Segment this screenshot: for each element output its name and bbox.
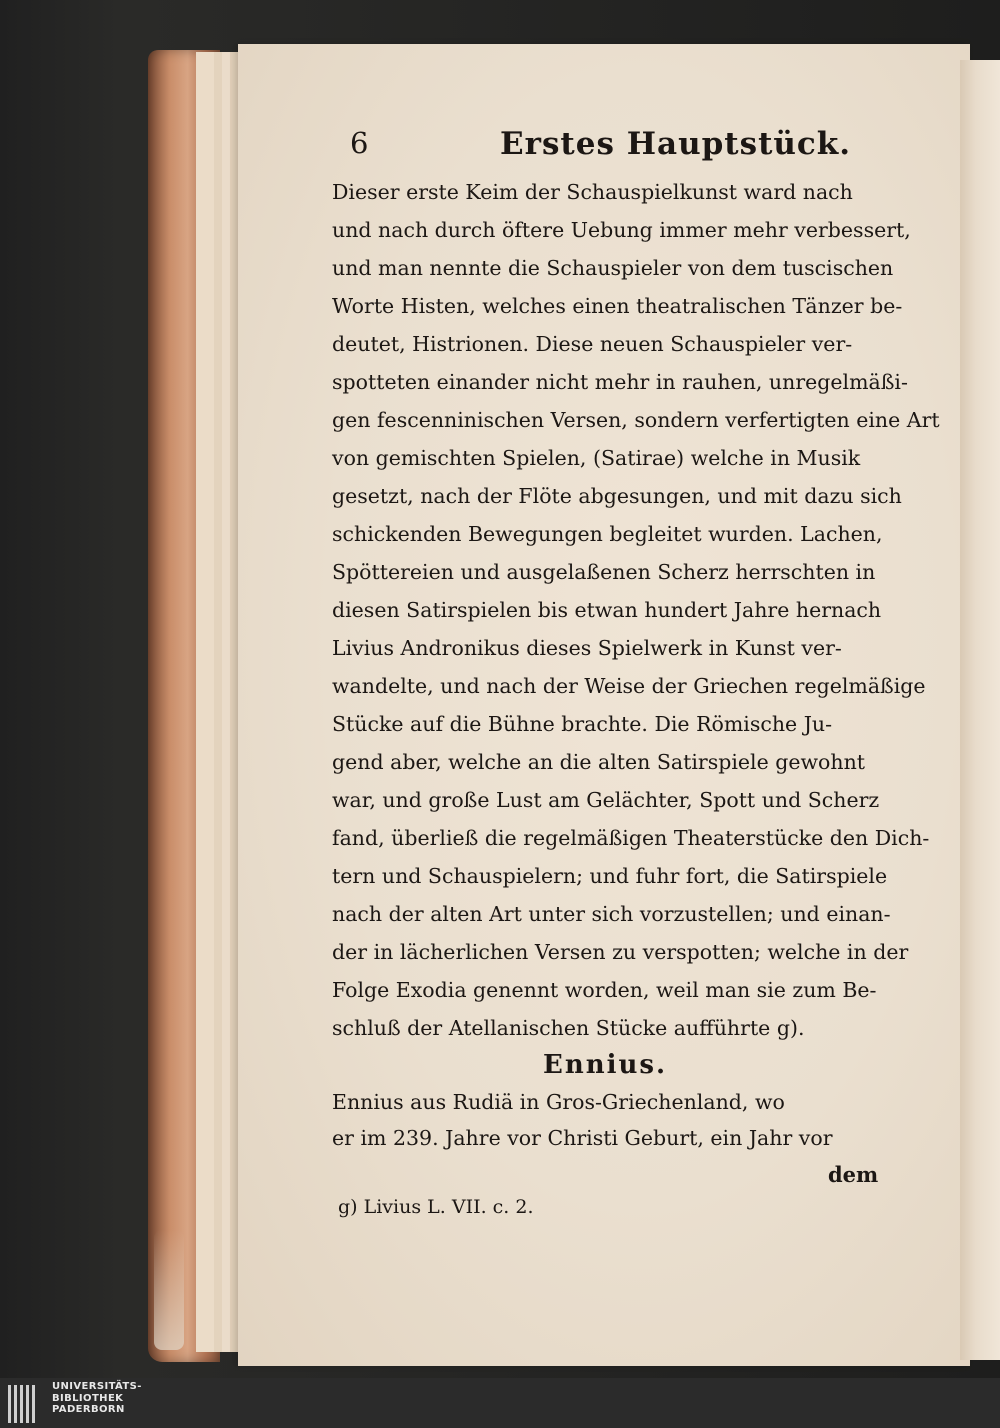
library-footer-bar [0,1378,1000,1428]
body-line: gesetzt, nach der Flöte abgesungen, und mit dazu sich [332,484,902,508]
footnote: g) Livius L. VII. c. 2. [338,1196,534,1218]
body-line: war, und große Lust am Gelächter, Spott und Scherz [332,788,880,812]
library-name-line: UNIVERSITÄTS- [52,1381,142,1392]
library-name [52,1381,142,1416]
section-line: Ennius aus Rudiä in Gros-Griechenland, wo [332,1090,785,1114]
body-line: diesen Satirspielen bis etwan hundert Jahre hernach [332,598,882,622]
body-line: tern und Schauspielern; und fuhr fort, die Satirspiele [332,864,888,888]
library-name-line: PADERBORN [52,1404,125,1415]
body-line: wandelte, und nach der Weise der Griechen regelmäßige [332,674,926,698]
body-line: und man nennte die Schauspieler von dem tuscischen [332,256,894,280]
body-line: gend aber, welche an die alten Satirspiele gewohnt [332,750,866,774]
body-line: schickenden Bewegungen begleitet wurden. Lachen, [332,522,883,546]
facing-page-gutter [960,60,1000,1360]
body-line: gen fescenninischen Versen, sondern verfertigten eine Art [332,408,940,432]
body-line: Livius Andronikus dieses Spielwerk in Kunst ver- [332,636,842,660]
body-line: Spöttereien und ausgelaßenen Scherz herrschten in [332,560,876,584]
body-line: von gemischten Spielen, (Satirae) welche in Musik [332,446,861,470]
body-line: nach der alten Art unter sich vorzustellen; und einan- [332,902,891,926]
section-line: er im 239. Jahre vor Christi Geburt, ein Jahr vor [332,1126,833,1150]
body-line: Dieser erste Keim der Schauspielkunst ward nach [332,180,853,204]
body-line: deutet, Histrionen. Diese neuen Schauspieler ver- [332,332,853,356]
body-line: Folge Exodia genennt worden, weil man sie zum Be- [332,978,877,1002]
body-line: fand, überließ die regelmäßigen Theaterstücke den Dich- [332,826,930,850]
catchword: dem [828,1162,879,1187]
running-head: Erstes Hauptstück. [500,126,852,162]
body-line: Worte Histen, welches einen theatralischen Tänzer be- [332,294,903,318]
body-line: schluß der Atellanischen Stücke aufführte g). [332,1016,805,1040]
section-heading: Ennius. [543,1050,668,1080]
library-logo-icon [8,1385,44,1423]
body-line: Stücke auf die Bühne brachte. Die Römische Ju- [332,712,833,736]
body-line: und nach durch öftere Uebung immer mehr verbessert, [332,218,911,242]
page-number: 6 [350,126,369,160]
body-line: der in lächerlichen Versen zu verspotten; welche in der [332,940,909,964]
library-name-line: BIBLIOTHEK [52,1392,124,1404]
body-line: spotteten einander nicht mehr in rauhen, unregelmäßi- [332,370,908,394]
